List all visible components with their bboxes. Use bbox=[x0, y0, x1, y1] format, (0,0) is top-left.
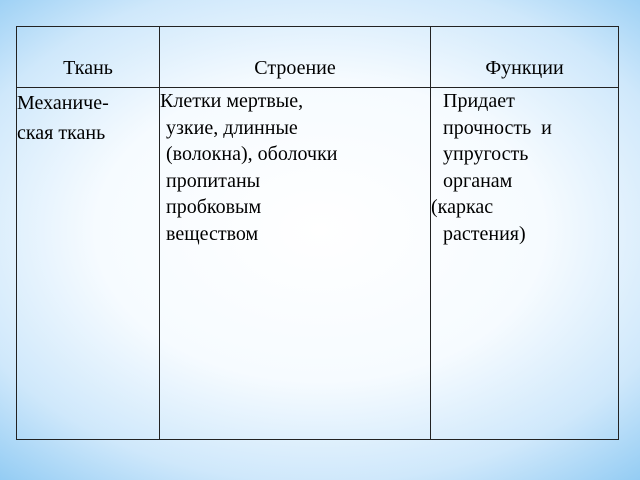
function-line: органам bbox=[443, 169, 513, 192]
tissue-table bbox=[16, 26, 619, 440]
header-structure-label: Строение bbox=[254, 57, 336, 79]
tissue-line: ская ткань bbox=[17, 122, 106, 144]
tissue-line: Механиче- bbox=[17, 92, 109, 114]
table-row bbox=[17, 88, 619, 440]
header-functions-label: Функции bbox=[485, 57, 564, 79]
header-functions bbox=[431, 27, 619, 88]
structure-line: пропитаны bbox=[166, 169, 261, 192]
cell-function bbox=[431, 88, 619, 440]
structure-line: узкие, длинные bbox=[166, 116, 298, 139]
function-line: прочность и bbox=[443, 116, 552, 139]
structure-line: (волокна), оболочки bbox=[166, 143, 338, 165]
function-line: Придает bbox=[443, 90, 515, 112]
function-line: упругость bbox=[443, 143, 529, 165]
header-tissue-label: Ткань bbox=[63, 57, 113, 79]
cell-structure bbox=[160, 88, 431, 440]
header-tissue bbox=[17, 27, 160, 88]
structure-line: Клетки мертвые, bbox=[160, 90, 304, 112]
function-line: (каркас bbox=[431, 196, 494, 218]
structure-line: веществом bbox=[166, 222, 259, 245]
function-line: растения) bbox=[443, 222, 526, 245]
table-header-row bbox=[17, 27, 619, 88]
cell-tissue bbox=[17, 88, 160, 440]
header-structure bbox=[160, 27, 431, 88]
structure-line: пробковым bbox=[166, 196, 262, 218]
